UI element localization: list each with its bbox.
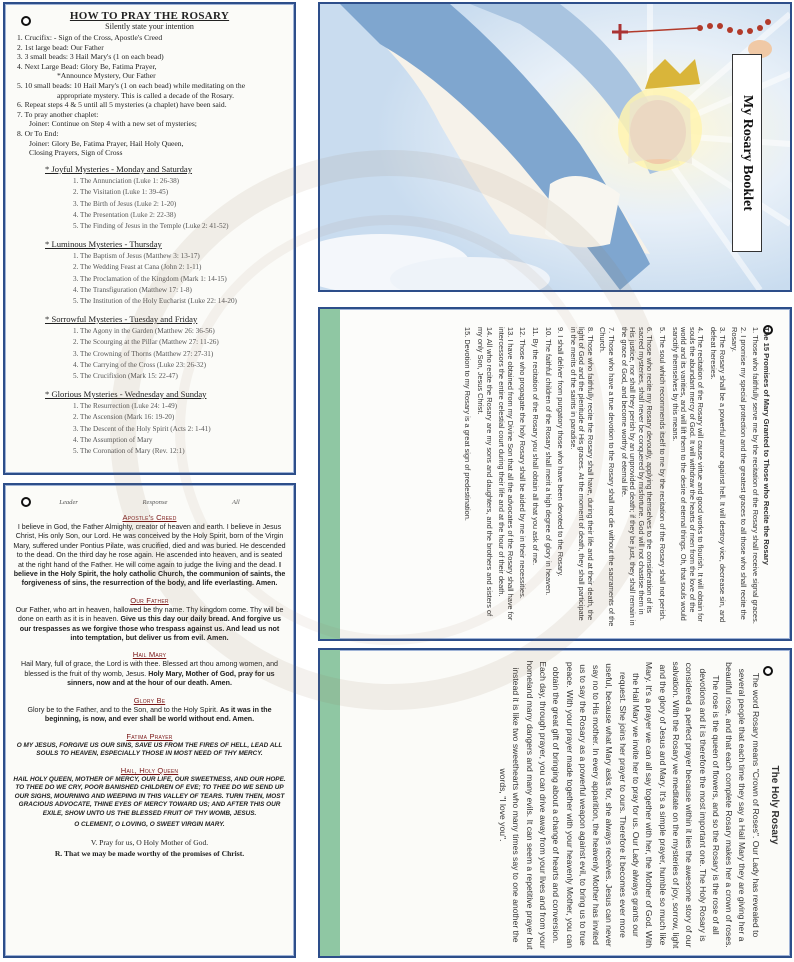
- mystery-item: 2. The Ascension (Mark 16: 19-20): [73, 413, 175, 422]
- hail-mary-part-1: Hail Mary, full of grace, the Lord is with thee. Blessed art thou among women, and blessed is the fruit of thy womb, Jesus.: [21, 660, 278, 678]
- mystery-item: 5. The Finding of Jesus in the Temple (Luke 2: 41-52): [73, 222, 229, 231]
- step-line: 4. Next Large Bead: Glory Be, Fatima Prayer,: [17, 61, 157, 71]
- glorious-mysteries: [5, 389, 294, 458]
- mystery-item: 3. The Proclamation of the Kingdom (Mark 1: 14-15): [73, 274, 227, 283]
- creed-part-1: I believe in God, the Father Almighty, creator of heaven and earth. I believe in Jesus Christ, His only Son, our Lord. He was conceived by the Holy Spirit, born of the Virgin Mary, suffered under Pontius Pilate, was crucified, died and was buried. He descended to the dead. On the third day he rose again. He ascended into heaven, and is seated at the right hand of the Father. He will come again to judge the living and the dead.: [13, 523, 286, 569]
- step-line: 3. 3 small beads: 3 Hail Mary's (1 on each bead): [17, 52, 164, 62]
- mystery-item: 5. The Institution of the Holy Eucharist (Luke 22: 14-20): [73, 297, 237, 306]
- response: R. That we may be made worthy of the promises of Christ.: [54, 849, 245, 859]
- mystery-item: 1. The Resurrection (Luke 24: 1-49): [73, 401, 178, 410]
- holy-rosary-body: The word Rosary means "Crown of Roses". Our Lady has revealed to several people that each time they say a Hail Mary they are giving her a beautiful rose, and that each complete Rosary makes her a crown of roses. The rose is the queen of flowers, and so the Rosary is the rose of all devotions and it is therefore the most important one. The Holy Rosary is considered a perfect prayer because within it lies the awesome story of our salvation. With the Rosary we meditate on the mysteries of joy, sorrow, light and the glory of Jesus and Mary. It's a simple prayer, humble so much like Mary. It's a prayer we can all say together with her, the Mother of God. With the Hail Mary we invite her to pray for us. Our Lady always grants our request. She joins her prayer to ours. Therefore it becomes ever more useful, because what Mary asks for, she always receives. Jesus can never say no to His mother. In every apparition, the heavenly Mother has invited us to say the Rosary as a powerful weapon against evil, to bring us to true peace. With your prayer made together with your heavenly Mother, you can obtain the great gift of bringing about a change of hearts and conversion. Each day, through prayer, you can drive away from your lives and from your homeland many dangers and many evils. It can seem a repetitive prayer but instead it is like two sweethearts who many times say to one another the words, "I love you".: [498, 660, 761, 950]
- step-line: *Announce Mystery, Our Father: [57, 71, 156, 81]
- creed-part-2: I believe in the Holy Spirit, the holy catholic Church, the communion of saints, the forgiveness of sins, the resurrection of the body, and life everlasting. Amen.: [13, 560, 286, 588]
- promise-item: 2. I promise my special protection and the greatest graces to all those who shall recite the Rosary.: [730, 327, 748, 620]
- step-line: 1. Crucifix: - Sign of the Cross, Apostle's Creed: [17, 33, 163, 42]
- mystery-item: 4. The Presentation (Luke 2: 22-38): [73, 210, 176, 219]
- mystery-heading: * Sorrowful Mysteries - Tuesday and Friday: [45, 313, 198, 324]
- legend-all: All: [232, 499, 240, 506]
- our-father-text: [5, 606, 294, 644]
- versicle: V. Pray for us, O Holy Mother of God.: [90, 838, 209, 848]
- mystery-item: 3. The Birth of Jesus (Luke 2: 1-20): [73, 199, 177, 208]
- promise-item: 15. Devotion to my Rosary is a great sign of predestination.: [463, 327, 473, 521]
- mystery-item: 1. The Baptism of Jesus (Matthew 3: 13-17): [73, 251, 200, 260]
- promise-item: 9. I shall deliver from purgatory those who have been devoted to the Rosary.: [556, 327, 566, 577]
- sorrowful-mysteries: [5, 314, 294, 383]
- holy-rosary-panel: [318, 648, 792, 958]
- fatima-prayer-heading: Fatima Prayer: [126, 731, 173, 741]
- promise-item: 13. I have obtained from my Divine Son that all the advocates of the Rosary shall have for intercessors the entire celestial court during their life and at the hour of their death.: [497, 327, 515, 621]
- closing-prayer: [5, 837, 294, 859]
- mystery-heading: * Joyful Mysteries - Monday and Saturday: [45, 163, 193, 174]
- mystery-item: 5. The Coronation of Mary (Rev. 12:1): [73, 447, 185, 456]
- hail-mary-heading: Hail Mary: [132, 650, 167, 660]
- promises-heading: The 15 Promises of Mary Granted to Those who Recite the Rosary: [762, 327, 771, 565]
- promise-item: 12. Those who propagate the holy Rosary shall be aided by me in their necessities.: [518, 327, 528, 599]
- step-line: 8. Or To End:: [17, 128, 59, 138]
- hail-holy-queen-text: HAIL HOLY QUEEN, MOTHER OF MERCY, OUR LIFE, OUR SWEETNESS, AND OUR HOPE. TO THEE DO WE CRY, POOR BANISHED CHILDREN OF EVE; TO THEE DO WE SEND UP OUR SIGHS, MOURNING AND WEEPING IN THIS VALLEY OF TEARS. TURN THEN, MOST GRACIOUS ADVOCATE, THINE EYES OF MERCY TOWARD US; AND AFTER THIS OUR EXILE, SHOW UNTO US THE BLESSED FRUIT OF THY WOMB, JESUS.: [13, 775, 286, 818]
- promise-item: 6. Those who recite my Rosary devoutly, applying themselves to the consideration of its sacred mysteries, shall never be conquered by misfortune. God will not chastise them in His justice, nor shall they perish by an unprovided death; if they be just, they shall remain in the grace of God, and become worthy of eternal life.: [619, 327, 655, 626]
- mystery-item: 2. The Scourging at the Pillar (Matthew 27: 11-26): [73, 338, 219, 347]
- our-father-part-2: Give us this day our daily bread. And forgive us our trespasses as we forgive those who trespass against us. And lead us not into temptation, but deliver us from evil. Amen.: [19, 615, 282, 643]
- promises-text-block: [330, 327, 770, 627]
- glory-be-text: [5, 706, 294, 725]
- step-line: Joiner: Glory Be, Fatima Prayer, Hail Holy Queen,: [29, 138, 184, 148]
- promise-item: 8. Those who faithfully recite the Rosary shall have, during their life and at their death, the light of God and the plenitude of His graces. At the moment of death, they shall participate in the merits of the saints in paradise.: [568, 327, 595, 621]
- glory-be-heading: Glory Be: [133, 695, 166, 705]
- punch-hole-icon: [21, 16, 31, 26]
- punch-hole-icon: [21, 497, 31, 507]
- mystery-item: 3. The Crowning of Thorns (Matthew 27: 27-31): [73, 349, 214, 358]
- mystery-item: 4. The Transfiguration (Matthew 17: 1-8): [73, 285, 192, 294]
- mystery-heading: * Luminous Mysteries - Thursday: [45, 238, 162, 249]
- leader-response-all-legend: [27, 499, 272, 506]
- hail-holy-queen-heading: Hail, Holy Queen: [120, 765, 179, 775]
- cover-panel: [318, 2, 792, 292]
- step-line: Joiner: Continue on Step 4 with a new set of mysteries;: [29, 119, 197, 129]
- joyful-mysteries: [5, 164, 294, 233]
- luminous-mysteries: [5, 239, 294, 308]
- mystery-item: 1. The Annunciation (Luke 1: 26-38): [73, 176, 180, 185]
- step-line: 7. To pray another chaplet:: [17, 109, 99, 119]
- promises-panel: [318, 307, 792, 641]
- promise-item: 10. The faithful children of the Rosary shall merit a high degree of glory in heaven.: [543, 327, 553, 596]
- holy-rosary-title: The Holy Rosary: [769, 765, 780, 845]
- hail-mary-part-2: Holy Mary, Mother of God, pray for us sinners, now and at the hour of our death. Amen.: [67, 669, 275, 688]
- legend-response: Response: [142, 499, 168, 506]
- promise-item: 4. The recitation of the Rosary will cause virtue and good works to flourish. It will obtain for souls the abundant mercy of God. It will withdraw the hearts of men from the love of the world and its vanities, and will lift them to the desire of eternal things. Oh, that souls would sanctify themselves by this means.: [670, 327, 706, 622]
- apostles-creed-heading: Apostle's Creed: [122, 513, 177, 522]
- step-line: 5. 10 small beads: 10 Hail Mary's (1 on each bead) while meditating on the: [17, 80, 246, 90]
- promise-item: 7. Those who have a true devotion to the Rosary shall not die without the sacraments of the Church.: [598, 327, 617, 627]
- cover-title-box: [732, 54, 762, 252]
- promise-item: 5. The soul which recommends itself to me by the recitation of the Rosary shall not perish.: [658, 327, 668, 621]
- step-line: Closing Prayers, Sign of Cross: [29, 148, 123, 158]
- prayers-panel: [3, 483, 296, 958]
- fatima-prayer-text: O MY JESUS, FORGIVE US OUR SINS, SAVE US FROM THE FIRES OF HELL, LEAD ALL SOULS TO HEAVEN, ESPECIALLY THOSE IN MOST NEED OF THY MERCY.: [16, 741, 283, 758]
- legend-leader: Leader: [59, 499, 78, 506]
- booklet-title: My Rosary Booklet: [740, 95, 755, 211]
- promise-item: 11. By the recitation of the Rosary you shall obtain all that you ask of me.: [530, 327, 540, 566]
- glory-be-part-1: Glory be to the Father, and to the Son, and to the Holy Spirit.: [27, 705, 218, 714]
- promise-item: 3. The Rosary shall be a powerful armor against hell. It will destroy vice, decrease sin, and defeat heresies.: [709, 327, 727, 623]
- mystery-item: 3. The Descent of the Holy Spirit (Acts 2: 1-41): [73, 424, 211, 433]
- how-to-pray-panel: [3, 2, 296, 475]
- how-to-steps: [5, 33, 294, 158]
- mystery-item: 2. The Wedding Feast at Cana (John 2: 1-11): [73, 263, 202, 272]
- glory-be-part-2: As it was in the beginning, is now, and ever shall be world without end. Amen.: [44, 705, 272, 724]
- mystery-item: 4. The Carrying of the Cross (Luke 23: 26-32): [73, 361, 207, 369]
- step-line: 6. Repeat steps 4 & 5 until all 5 mysteries (a chaplet) have been said.: [17, 100, 227, 110]
- mystery-item: 2. The Visitation (Luke 1: 39-45): [73, 188, 169, 197]
- step-line: 2. 1st large bead: Our Father: [17, 42, 104, 52]
- mystery-item: 4. The Assumption of Mary: [73, 436, 153, 445]
- our-father-part-1: Our Father, who art in heaven, hallowed be thy name. Thy kingdom come. Thy will be done on earth as it is in heaven.: [15, 605, 284, 624]
- holy-rosary-text-block: [330, 660, 785, 950]
- hail-holy-queen-ending: O CLEMENT, O LOVING, O SWEET VIRGIN MARY.: [74, 820, 225, 828]
- how-to-title: HOW TO PRAY THE ROSARY: [69, 10, 230, 22]
- how-to-subtitle: Silently state your intention: [105, 22, 194, 31]
- promise-item: 1. Those who faithfully serve me by the recitation of the Rosary shall receive signal graces.: [751, 327, 761, 624]
- apostles-creed-text: [5, 523, 294, 589]
- hail-mary-text: [5, 660, 294, 688]
- mystery-item: 1. The Agony in the Garden (Matthew 26: 36-56): [73, 326, 215, 335]
- step-line: appropriate mystery. This is called a decade of the Rosary.: [57, 90, 235, 100]
- our-father-heading: Our Father: [130, 595, 169, 605]
- mystery-heading: * Glorious Mysteries - Wednesday and Sunday: [45, 388, 207, 399]
- promise-item: 14. All who recite the Rosary are my sons and daughters, and the brothers and sisters of my only Son, Jesus Christ.: [475, 327, 494, 617]
- mystery-item: 5. The Crucifixion (Mark 15: 22-47): [73, 372, 178, 381]
- madonna-and-child-illustration: [320, 4, 790, 290]
